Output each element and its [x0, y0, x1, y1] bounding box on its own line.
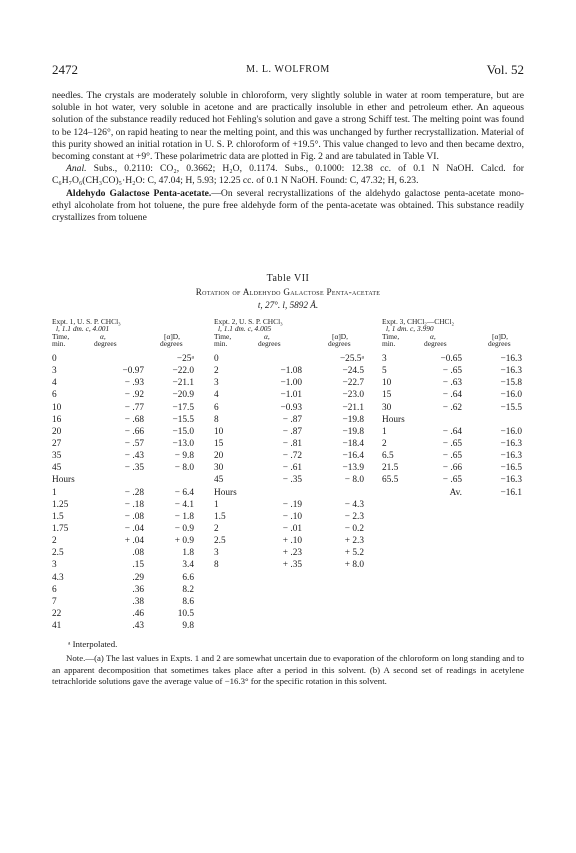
expt-1-name: Expt. 1, U. S. P. CHCl₃	[52, 317, 121, 326]
table-label: Table VII	[266, 273, 310, 284]
table-cell: 10	[214, 426, 224, 437]
table-cell: − .35	[282, 475, 302, 486]
table-cell: − .61	[282, 463, 302, 474]
table-cell: −0.97	[122, 366, 144, 377]
table-cell: − .77	[124, 402, 144, 413]
table-row	[52, 488, 524, 500]
table-cell: .08	[132, 548, 144, 559]
table-footnote: ᵃ Interpolated.	[68, 639, 118, 649]
table-cell: Av.	[449, 487, 462, 498]
table-cell: 4.3	[52, 572, 64, 583]
table-cell: 15	[382, 390, 392, 401]
expt-1-cond: l, 1.1 dm. c, 4.001	[56, 324, 110, 333]
table-cell: 3	[214, 378, 219, 389]
table-cell: −13.0	[172, 438, 194, 449]
table-cell: −21.1	[342, 402, 364, 413]
table-cell: 22	[52, 608, 62, 619]
section-text: —On several recrystallizations of the aldehydo galactose penta-acetate mono-ethyl alcoholate from hot toluene, the pure free aldehyde form of the penta-acetate was obtained. This substance readily crystallizes from toluene	[52, 187, 524, 224]
table-conditions: t, 27°. l, 5892 Å.	[257, 300, 319, 310]
table-cell: −16.0	[500, 390, 522, 401]
table-cell: − .64	[442, 426, 462, 437]
table-body	[52, 354, 524, 633]
col-unit-spec-1: degrees	[160, 339, 183, 348]
table-cell: 30	[382, 402, 392, 413]
col-spec-2: [α]D,	[332, 332, 348, 341]
table-cell: 21.5	[382, 463, 399, 474]
table-cell: −19.8	[342, 414, 364, 425]
table-cell: − .72	[282, 451, 302, 462]
table-cell: 6	[52, 584, 57, 595]
table-cell: 2	[214, 523, 219, 534]
table-row	[52, 427, 524, 439]
table-cell: 8	[214, 414, 219, 425]
table-cell: −0.93	[280, 402, 302, 413]
table-cell: −15.0	[172, 426, 194, 437]
table-cell: 65.5	[382, 475, 399, 486]
table-cell: −20.9	[172, 390, 194, 401]
table-cell: −15.5	[172, 414, 194, 425]
table-cell: 16	[52, 414, 62, 425]
table-cell: + .35	[282, 560, 302, 571]
table-cell: −18.4	[342, 438, 364, 449]
body-text	[52, 90, 524, 224]
table-cell: 3.4	[182, 560, 194, 571]
table-cell: − .35	[124, 463, 144, 474]
table-cell: − .65	[442, 475, 462, 486]
table-cell: −1.00	[280, 378, 302, 389]
table-cell: − .87	[282, 414, 302, 425]
table-row	[52, 500, 524, 512]
table-cell: 4	[52, 378, 57, 389]
table-cell: −16.1	[500, 487, 522, 498]
table-cell: 1.5	[52, 511, 64, 522]
running-head	[52, 62, 524, 78]
table-row	[52, 621, 524, 633]
table-cell: 1	[52, 487, 57, 498]
table-cell: 7	[52, 596, 57, 607]
table-cell: 2.5	[52, 548, 64, 559]
table-cell: 2	[382, 438, 387, 449]
table-row	[52, 378, 524, 390]
volume-label: Vol. 52	[486, 62, 524, 77]
col-unit-alpha-2: degrees	[258, 339, 281, 348]
table-cell: −25ᵃ	[176, 354, 194, 364]
table-cell: 2	[214, 366, 219, 377]
table-row	[52, 560, 524, 572]
table-cell: − .81	[282, 438, 302, 449]
table-row	[52, 366, 524, 378]
table-cell: 9.8	[182, 621, 194, 632]
table-cell: 1.5	[214, 511, 226, 522]
table-cell: − .10	[282, 511, 302, 522]
table-cell: 3	[214, 548, 219, 559]
table-cell: − 0.2	[344, 523, 364, 534]
col-unit-time-2: min.	[214, 339, 228, 348]
table-cell: −22.7	[342, 378, 364, 389]
table-cell: − .68	[124, 414, 144, 425]
table-row	[52, 403, 524, 415]
col-unit-spec-3: degrees	[488, 339, 511, 348]
note-paragraph: Note.—(a) The last values in Expts. 1 and 2 are somewhat uncertain due to evaporation of the chloroform on long standing and to an apparent decomposition that sometimes takes place after a period in this solvent. (b) A second set of readings in acetylene tetrachloride solutions gave the average value of −16.3° for the specific rotation in this solvent.	[52, 653, 524, 687]
table-cell: − .65	[442, 451, 462, 462]
table-row	[52, 597, 524, 609]
table-cell: − .18	[124, 499, 144, 510]
table-cell: .38	[132, 596, 144, 607]
table-cell: 41	[52, 621, 62, 632]
table-row	[52, 585, 524, 597]
table-cell: − 8.0	[174, 463, 194, 474]
table-cell: −16.3	[500, 451, 522, 462]
col-unit-time-1: min.	[52, 339, 66, 348]
table-cell: − .66	[124, 426, 144, 437]
table-cell: 15	[214, 438, 224, 449]
table-cell: −16.3	[500, 354, 522, 364]
table-cell: −16.5	[500, 463, 522, 474]
table-cell: −15.5	[500, 402, 522, 413]
table-cell: − .64	[442, 390, 462, 401]
table-cell: − 0.9	[174, 523, 194, 534]
expt-2-name: Expt. 2, U. S. P. CHCl₃	[214, 317, 283, 326]
table-cell: − .43	[124, 451, 144, 462]
table-cell: −19.8	[342, 426, 364, 437]
table-row	[52, 573, 524, 585]
table-cell: 10	[52, 402, 62, 413]
table-cell: − 9.8	[174, 451, 194, 462]
table-row	[52, 536, 524, 548]
table-cell: 10.5	[177, 608, 194, 619]
col-unit-alpha-1: degrees	[94, 339, 117, 348]
table-cell: 6	[214, 402, 219, 413]
table-cell: Hours	[214, 487, 237, 498]
table-cell: 10	[382, 378, 392, 389]
table-cell: .29	[132, 572, 144, 583]
analysis-paragraph	[52, 163, 524, 187]
table-cell: − .19	[282, 499, 302, 510]
paragraph-1: needles. The crystals are moderately soluble in chloroform, very slightly soluble in water at room temperature, but are soluble in hot water, very soluble in acetone and are practically insoluble in ether and petroleum ether. An aqueous solution of the substance readily reduced hot Fehling's solution and gave a strong Schiff test. The melting point was found to be 124–126°, on rapid heating to near the melting point, and this was unchanged by further recrystallization. Material of this purity showed an initial rotation in U. S. P. chloroform of +19.5°. This value changed to levo and then became dextro, becoming constant at +9°. These polarimetric data are plotted in Fig. 2 and are tabulated in Table VI.	[52, 90, 524, 163]
table-row	[52, 451, 524, 463]
author-name: M. L. WOLFROM	[246, 64, 330, 75]
table-cell: + 0.9	[174, 536, 194, 547]
table-row	[52, 354, 524, 366]
table-cell: − .08	[124, 511, 144, 522]
expt-3-cond: l, 1 dm. c, 3.990	[386, 324, 434, 333]
table-row	[52, 512, 524, 524]
table-cell: 45	[52, 463, 62, 474]
section-title: Aldehydo Galactose Penta-acetate.	[66, 187, 212, 199]
col-time-3: Time,	[382, 332, 400, 341]
table-cell: 45	[214, 475, 224, 486]
table-cell: + .04	[124, 536, 144, 547]
table-cell: − .01	[282, 523, 302, 534]
table-cell: 35	[52, 451, 62, 462]
table-cell: − 8.0	[344, 475, 364, 486]
section-paragraph	[52, 188, 524, 225]
table-row	[52, 415, 524, 427]
table-cell: 20	[214, 451, 224, 462]
expt-2-cond: l, 1.1 dm. c, 4.005	[218, 324, 272, 333]
table-cell: − .04	[124, 523, 144, 534]
col-spec-3: [α]D,	[492, 332, 508, 341]
table-row	[52, 548, 524, 560]
table-row	[52, 439, 524, 451]
table-cell: −22.0	[172, 366, 194, 377]
table-cell: 6.5	[382, 451, 394, 462]
table-cell: −24.5	[342, 366, 364, 377]
table-cell: −16.4	[342, 451, 364, 462]
anal-text: Subs., 0.2110: CO₂, 0.3662; H₂O, 0.1174. Subs., 0.1000: 12.38 cc. of 0.1 N NaOH. Calcd. for C₆H₇O₆(CH₃CO)₅·H₂O: C, 47.04; H, 5.93; 12.25 cc. of 0.1 N NaOH. Found: C, 47.32; H, 6.23.	[52, 163, 524, 187]
table-cell: 2	[52, 536, 57, 547]
table-cell: 6	[52, 390, 57, 401]
col-unit-spec-2: degrees	[328, 339, 351, 348]
table-cell: 2.5	[214, 536, 226, 547]
table-cell: −1.08	[280, 366, 302, 377]
table-cell: − .66	[442, 463, 462, 474]
table-header	[52, 318, 524, 354]
table-cell: − 6.4	[174, 487, 194, 498]
col-unit-time-3: min.	[382, 339, 396, 348]
table-cell: −16.0	[500, 426, 522, 437]
page-number: 2472	[52, 62, 78, 77]
table-cell: + .10	[282, 536, 302, 547]
table-cell: − .65	[442, 366, 462, 377]
table-cell: −16.3	[500, 366, 522, 377]
table-cell: 4	[214, 390, 219, 401]
table-row	[52, 524, 524, 536]
table-cell: −21.1	[172, 378, 194, 389]
table-title: Rotation of Aldehydo Galactose Penta-acetate	[195, 287, 381, 297]
col-alpha-3: α,	[430, 332, 436, 341]
table-cell: − .28	[124, 487, 144, 498]
table-row	[52, 463, 524, 475]
table-cell: − .65	[442, 438, 462, 449]
table-cell: 5	[382, 366, 387, 377]
col-alpha-1: α,	[100, 332, 106, 341]
col-time-2: Time,	[214, 332, 232, 341]
table-cell: 27	[52, 438, 62, 449]
table-cell: −1.01	[280, 390, 302, 401]
table-cell: 1.75	[52, 523, 69, 534]
table-cell: − .62	[442, 402, 462, 413]
table-cell: .36	[132, 584, 144, 595]
table-cell: 3	[52, 560, 57, 571]
table-cell: + 8.0	[344, 560, 364, 571]
table-cell: 8	[214, 560, 219, 571]
table-cell: − .87	[282, 426, 302, 437]
table-cell: −0.65	[440, 354, 462, 364]
table-cell: − 4.1	[174, 499, 194, 510]
table-cell: −16.3	[500, 438, 522, 449]
col-unit-alpha-3: degrees	[424, 339, 447, 348]
col-alpha-2: α,	[264, 332, 270, 341]
table-row	[52, 609, 524, 621]
table-cell: 30	[214, 463, 224, 474]
table-cell: −17.5	[172, 402, 194, 413]
table-cell: − .57	[124, 438, 144, 449]
table-cell: 3	[52, 366, 57, 377]
expt-3-name: Expt. 3, CHCl₂—CHCl₂	[382, 317, 455, 326]
table-cell: 20	[52, 426, 62, 437]
anal-label: Anal.	[66, 163, 87, 175]
table-cell: − .92	[124, 390, 144, 401]
table-cell: −16.3	[500, 475, 522, 486]
table-cell: Hours	[52, 475, 75, 486]
table-cell: + 2.3	[344, 536, 364, 547]
table-cell: 1.25	[52, 499, 69, 510]
table-cell: + .23	[282, 548, 302, 559]
table-row	[52, 475, 524, 487]
table-cell: 8.6	[182, 596, 194, 607]
table-cell: 0	[52, 354, 57, 364]
table-cell: 8.2	[182, 584, 194, 595]
table-cell: 0	[214, 354, 219, 364]
table-cell: Hours	[382, 414, 405, 425]
table-cell: − 1.8	[174, 511, 194, 522]
col-time-1: Time,	[52, 332, 70, 341]
table-cell: −13.9	[342, 463, 364, 474]
table-cell: − .63	[442, 378, 462, 389]
table-cell: − 4.3	[344, 499, 364, 510]
table-cell: 6.6	[182, 572, 194, 583]
table-cell: 3	[382, 354, 387, 364]
table-row	[52, 390, 524, 402]
table-cell: 1	[214, 499, 219, 510]
table-cell: 1.8	[182, 548, 194, 559]
table-cell: − 2.3	[344, 511, 364, 522]
table-cell: − .93	[124, 378, 144, 389]
table-cell: + 5.2	[344, 548, 364, 559]
col-spec-1: [α]D,	[164, 332, 180, 341]
table-cell: −23.0	[342, 390, 364, 401]
table-cell: .46	[132, 608, 144, 619]
table-cell: 1	[382, 426, 387, 437]
table-cell: .43	[132, 621, 144, 632]
table-cell: .15	[132, 560, 144, 571]
table-cell: −15.8	[500, 378, 522, 389]
table-cell: −25.5ᵃ	[339, 354, 364, 364]
